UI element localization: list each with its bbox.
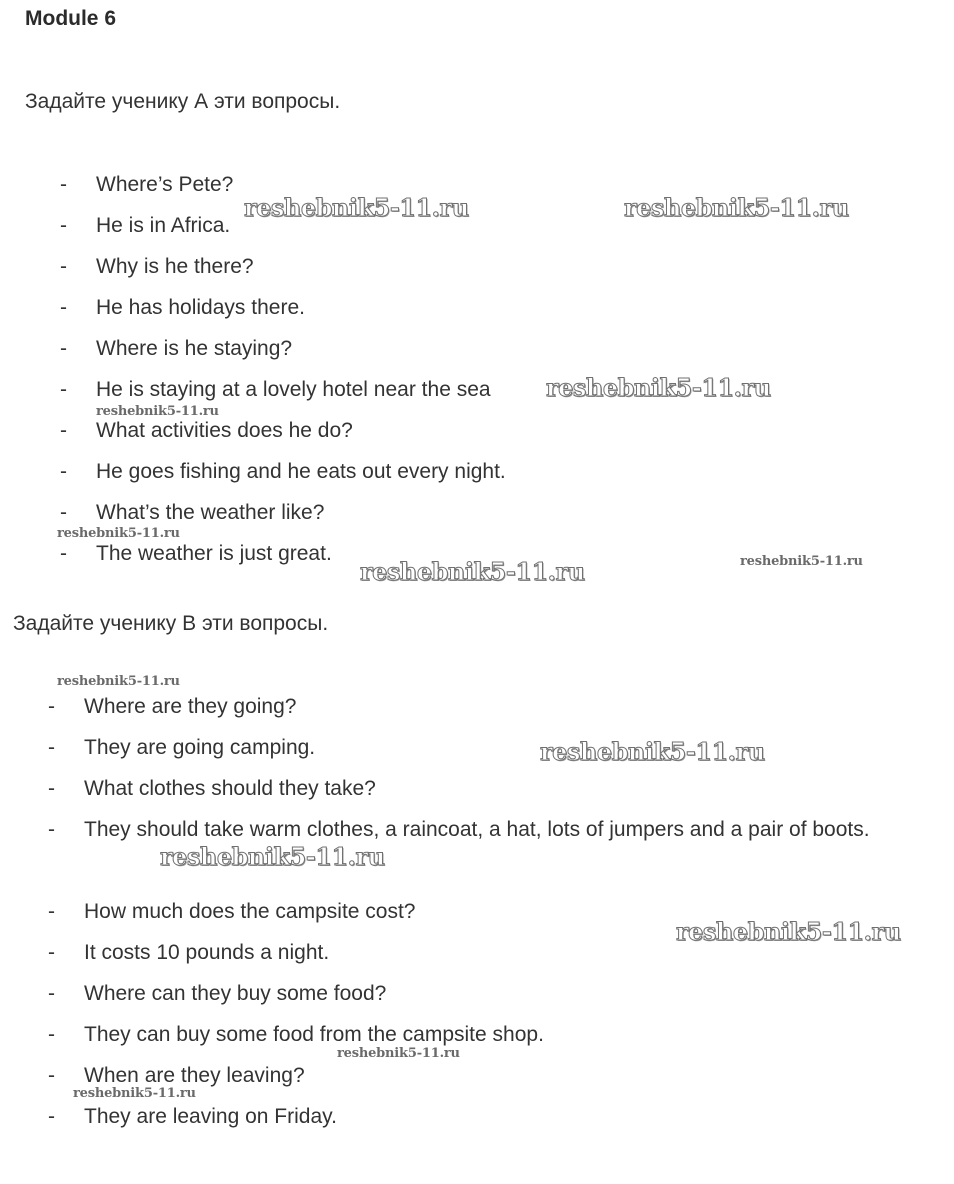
dash-bullet: - [60,378,67,401]
dash-bullet: - [60,501,67,524]
watermark: reshebnik5-11.ru [740,554,863,569]
dash-bullet: - [60,337,67,360]
watermark: reshebnik5-11.ru [57,674,180,689]
page-title: Module 6 [25,7,117,30]
dash-bullet: - [48,1023,55,1046]
dash-bullet: - [60,255,67,278]
dash-bullet: - [48,777,55,800]
dash-bullet: - [48,1064,55,1087]
dialogue-text: They should take warm clothes, a raincoat, a hat, lots of jumpers and a pair of boots. [84,818,870,841]
dialogue-text: He is staying at a lovely hotel near the sea [96,378,491,401]
dialogue-text: They are leaving on Friday. [84,1105,337,1128]
watermark: reshebnik5-11.ru [96,404,219,419]
watermark: reshebnik5-11.ru [624,193,849,222]
dash-bullet: - [60,214,67,237]
dialogue-text: What’s the weather like? [96,501,325,524]
dash-bullet: - [48,982,55,1005]
watermark: reshebnik5-11.ru [337,1046,460,1061]
dash-bullet: - [48,1105,55,1128]
watermark: reshebnik5-11.ru [546,373,771,402]
watermark: reshebnik5-11.ru [244,193,469,222]
watermark: reshebnik5-11.ru [160,842,385,871]
watermark: reshebnik5-11.ru [540,737,765,766]
dialogue-text: Why is he there? [96,255,254,278]
watermark: reshebnik5-11.ru [360,557,585,586]
dash-bullet: - [48,900,55,923]
dash-bullet: - [60,173,67,196]
dash-bullet: - [60,542,67,565]
dash-bullet: - [60,419,67,442]
dash-bullet: - [48,818,55,841]
dialogue-text: What clothes should they take? [84,777,376,800]
dash-bullet: - [48,695,55,718]
dialogue-text: They are going camping. [84,736,316,759]
dialogue-text: They can buy some food from the campsite shop. [84,1023,544,1046]
dialogue-text: He has holidays there. [96,296,305,319]
student-a-heading: Задайте ученику А эти вопросы. [25,90,341,113]
dialogue-text: Where is he staying? [96,337,293,360]
dialogue-text: Where are they going? [84,695,297,718]
dialogue-text: It costs 10 pounds a night. [84,941,330,964]
dialogue-text: Where can they buy some food? [84,982,387,1005]
dash-bullet: - [60,460,67,483]
dialogue-text: The weather is just great. [96,542,332,565]
dialogue-text: Where’s Pete? [96,173,234,196]
dash-bullet: - [60,296,67,319]
dialogue-text: What activities does he do? [96,419,353,442]
dialogue-text: He is in Africa. [96,214,231,237]
dialogue-text: When are they leaving? [84,1064,305,1087]
watermark: reshebnik5-11.ru [57,526,180,541]
student-b-heading: Задайте ученику В эти вопросы. [13,612,329,635]
dash-bullet: - [48,941,55,964]
watermark: reshebnik5-11.ru [73,1086,196,1101]
dialogue-text: He goes fishing and he eats out every night. [96,460,506,483]
dialogue-text: How much does the campsite cost? [84,900,416,923]
dash-bullet: - [48,736,55,759]
watermark: reshebnik5-11.ru [676,917,901,946]
